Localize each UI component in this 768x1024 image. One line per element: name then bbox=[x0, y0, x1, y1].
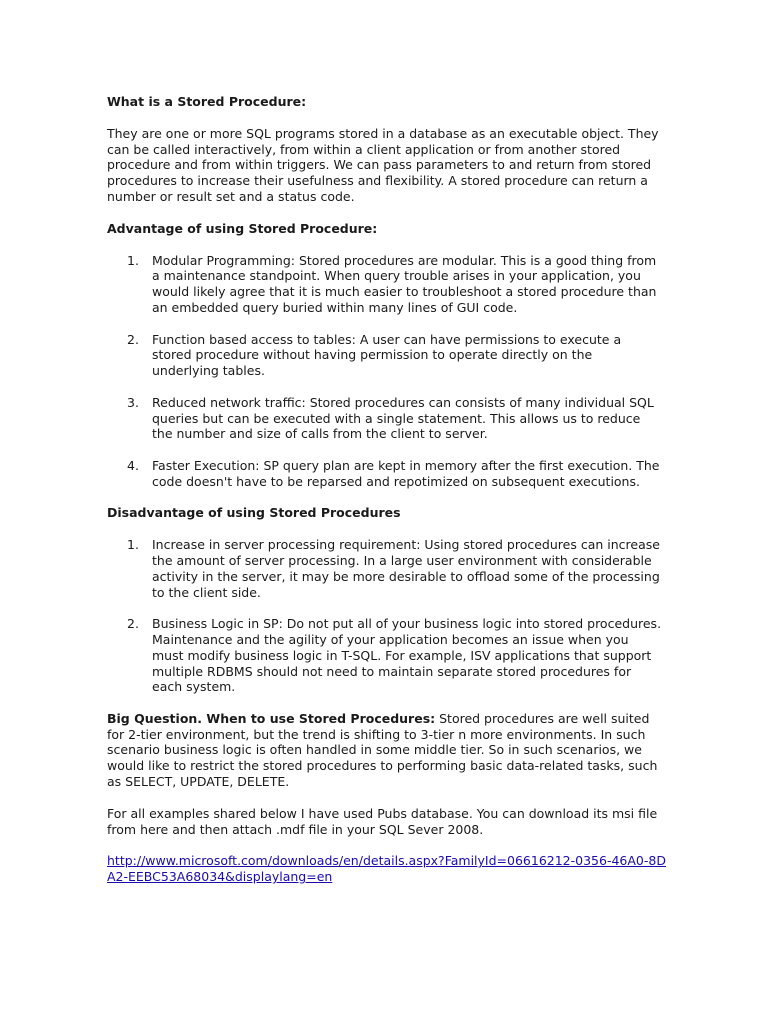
heading-advantages: Advantage of using Stored Procedure: bbox=[107, 220, 378, 236]
big-question-lead: Big Question. When to use Stored Procedures: bbox=[107, 710, 436, 726]
paragraph-definition: They are one or more SQL programs stored in a database as an executable object. They can be called interactively, from within a client application or from another stored procedure and from within triggers. We can pass parameters to and return from stored procedures to increase their usefulness and flexibility. A stored procedure can return a number or result set and a status code. bbox=[107, 125, 659, 204]
list-item-text: Business Logic in SP: Do not put all of your business logic into stored procedures. Maintenance and the agility of your application becomes an issue when you must modify business logic in T-SQL. For example, ISV applications that support multiple RDBMS should not need to maintain separate stored procedures for each system. bbox=[152, 616, 662, 695]
list-item-text: Reduced network traffic: Stored procedures can consists of many individual SQL queries but can be executed with a single statement. This allows us to reduce the number and size of calls from the client to server. bbox=[152, 394, 654, 442]
list-item-number: 4. bbox=[127, 457, 139, 473]
list-item bbox=[107, 616, 662, 695]
list-item-number: 1. bbox=[127, 537, 139, 553]
paragraph-big-question bbox=[107, 711, 667, 790]
list-item bbox=[107, 537, 662, 600]
paragraph-link bbox=[107, 853, 667, 885]
list-item-number: 2. bbox=[127, 331, 139, 347]
heading-what-is-stored-procedure: What is a Stored Procedure: bbox=[107, 94, 307, 109]
list-item-number: 1. bbox=[127, 252, 139, 268]
list-item bbox=[107, 253, 662, 316]
list-item-text: Function based access to tables: A user can have permissions to execute a stored procedure without having permission to operate directly on the underlying tables. bbox=[152, 331, 622, 379]
list-item-text: Increase in server processing requirement: Using stored procedures can increase the amount of server processing. In a large user environment with considerable activity in the server, it may be more desirable to offload some of the processing to the client side. bbox=[152, 537, 660, 600]
list-item bbox=[107, 458, 662, 490]
disadvantages-list bbox=[107, 537, 667, 695]
list-item-text: Modular Programming: Stored procedures are modular. This is a good thing from a maintenance standpoint. When query trouble arises in your application, you would likely agree that it is much easier to troubleshoot a stored procedure than an embedded query buried within many lines of GUI code. bbox=[152, 252, 657, 315]
list-item bbox=[107, 395, 662, 442]
list-item bbox=[107, 332, 662, 379]
list-item-number: 3. bbox=[127, 394, 139, 410]
list-item-text: Faster Execution: SP query plan are kept in memory after the first execution. The code doesn't have to be reparsed and repotimized on subsequent executions. bbox=[152, 457, 660, 489]
document-content bbox=[107, 94, 667, 885]
big-question-body: Stored procedures are well suited for 2-tier environment, but the trend is shifting to 3-tier n more environments. In such scenario business logic is often handled in some middle tier. So in such scenarios, we would like to restrict the stored procedures to performing basic data-related tasks, such as SELECT, UPDATE, DELETE. bbox=[107, 710, 658, 790]
download-link[interactable]: http://www.microsoft.com/downloads/en/details.aspx?FamilyId=06616212-0356-46A0-8DA2-EEBC53A68034&displaylang=en bbox=[107, 853, 666, 885]
list-item-number: 2. bbox=[127, 616, 139, 632]
advantages-list bbox=[107, 253, 667, 490]
paragraph-pubs-database: For all examples shared below I have used Pubs database. You can download its msi file from here and then attach .mdf file in your SQL Sever 2008. bbox=[107, 805, 658, 837]
heading-disadvantages: Disadvantage of using Stored Procedures bbox=[107, 505, 401, 521]
